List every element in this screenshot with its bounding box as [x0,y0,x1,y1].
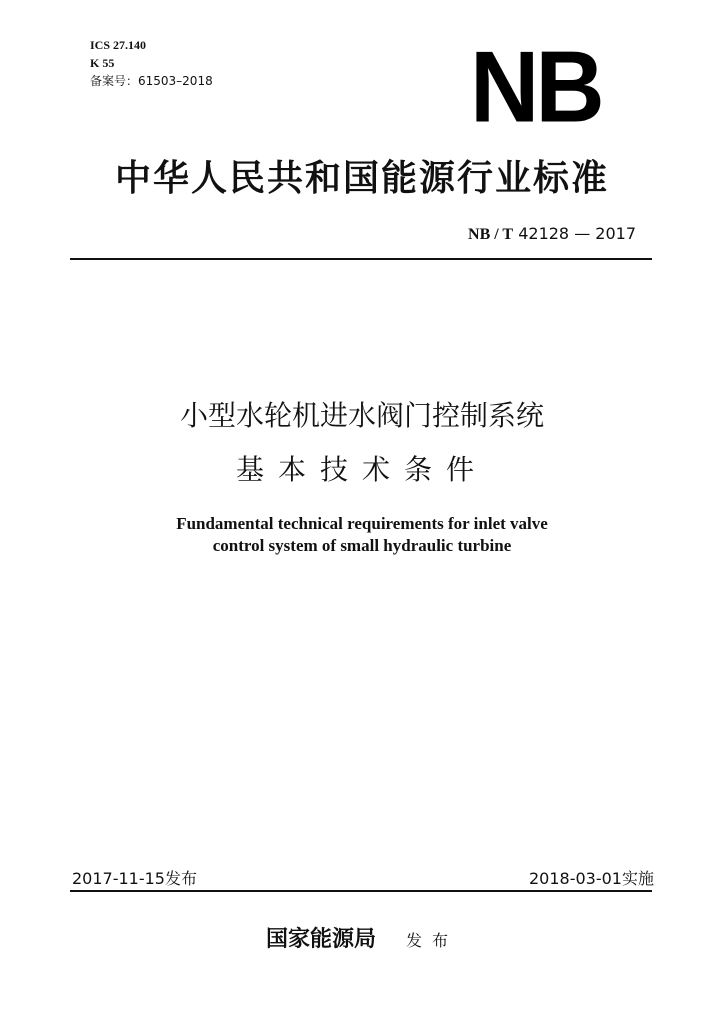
title-en-line1: Fundamental technical requirements for inlet valve [176,514,548,533]
title-cn-line1: 小型水轮机进水阀门控制系统 [179,399,544,432]
document-meta [90,36,213,90]
title-en-line2: control system of small hydraulic turbine [212,536,512,555]
issuer-action: 发布 [406,931,459,950]
standard-prefix: NB / T [468,226,514,243]
implementation-date: 2018-03-01实施 [529,869,654,888]
top-divider [70,258,652,260]
nb-logo: NB [470,31,601,144]
standard-code: 42128 — 2017 [518,224,636,243]
issuer-name: 国家能源局 [265,926,376,952]
record-number: 备案号：61503–2018 [90,74,213,88]
issuer [0,922,724,953]
classification-code: K 55 [90,56,115,70]
bottom-divider [70,890,652,892]
organization-title: 中华人民共和国能源行业标准 [114,157,609,199]
issue-date: 2017-11-15发布 [72,869,197,888]
standard-number [468,224,636,244]
title-cn-line2: 基本技术条件 [235,453,488,486]
ics-code: ICS 27.140 [90,38,147,52]
